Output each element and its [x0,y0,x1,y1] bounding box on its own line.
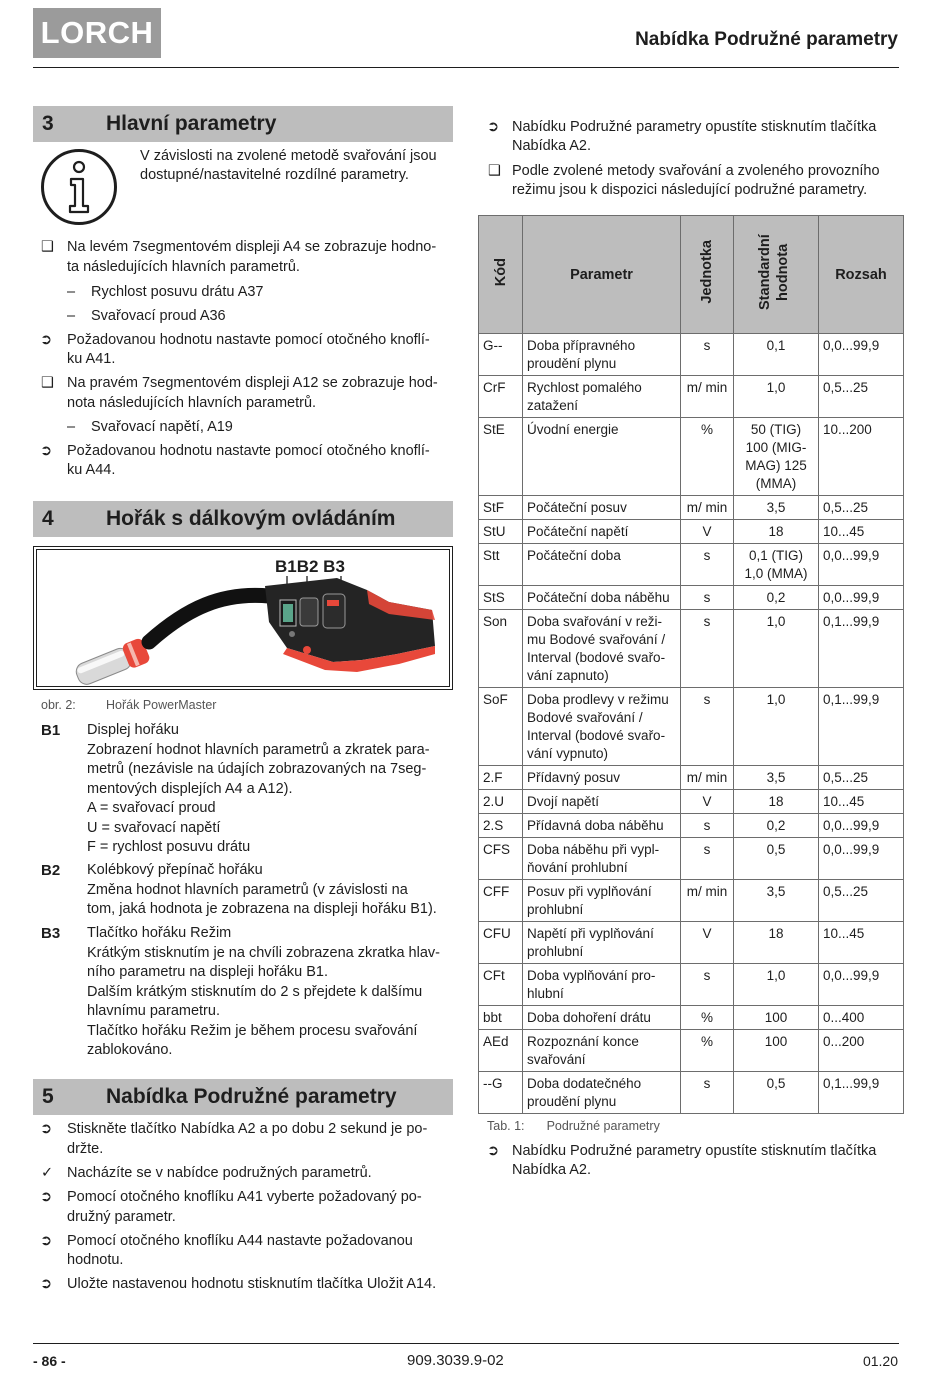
cell-range: 10...45 [819,790,904,814]
dash-bullet-icon: – [67,284,76,300]
cell-parameter: Počáteční doba náběhu [523,586,681,610]
definition-line: U = svařovací napětí [87,819,221,836]
arrow-bullet-icon: ➲ [40,1276,53,1292]
list-item: družný parametr. [67,1209,176,1225]
cell-parameter: Dvojí napětí [523,790,681,814]
cell-range: 0,0...99,9 [819,586,904,610]
cell-parameter: Přídavný posuv [523,766,681,790]
info-icon [40,148,118,226]
table-row [479,496,904,520]
definition-line: Displej hořáku [87,722,179,738]
cell-unit: s [681,544,734,586]
document-number: 909.3039.9-02 [407,1352,504,1369]
cell-default: 100 [734,1006,819,1030]
dash-bullet-icon: – [67,308,76,324]
list-item: Nabídku Podružné parametry opustíte stisknutím tlačítka [512,1143,877,1159]
section-title: Hořák s dálkovým ovládáním [106,507,396,530]
cell-default: 0,5 [734,838,819,880]
cell-unit: m/ min [681,766,734,790]
cell-default: 18 [734,790,819,814]
cell-parameter: Rychlost pomalého zatažení [523,376,681,418]
cell-unit: m/ min [681,496,734,520]
cell-code: 2.U [479,790,523,814]
cell-range: 0,5...25 [819,766,904,790]
cell-default: 1,0 [734,610,819,688]
cell-range: 10...45 [819,922,904,964]
arrow-bullet-icon: ➲ [487,1143,500,1159]
square-bullet-icon: ❑ [41,239,54,255]
cell-range: 0,5...25 [819,880,904,922]
list-item: Rychlost posuvu drátu A37 [91,284,264,300]
arrow-bullet-icon: ➲ [40,443,53,459]
list-item: Svařovací napětí, A19 [91,419,233,435]
cell-code: bbt [479,1006,523,1030]
cell-code: Son [479,610,523,688]
dash-bullet-icon: – [67,419,76,435]
list-item: Nabídka A2. [512,1162,591,1178]
list-item: ku A41. [67,351,116,367]
definition-line: F = rychlost posuvu drátu [87,839,251,855]
table-row [479,334,904,376]
column-header-parameter: Parametr [523,216,681,334]
table-caption [487,1117,660,1136]
cell-parameter: Přídavná doba náběhu [523,814,681,838]
section-number: 4 [42,507,54,530]
cell-default: 1,0 [734,964,819,1006]
section-title: Nabídka Podružné parametry [106,1085,397,1108]
cell-default: 50 (TIG) 100 (MIG-MAG) 125 (MMA) [734,418,819,496]
section-number: 3 [42,112,54,135]
table-row [479,688,904,766]
table-row [479,610,904,688]
cell-parameter: Doba náběhu při vypl-ňování prohlubní [523,838,681,880]
cell-parameter: Doba přípravného proudění plynu [523,334,681,376]
definition-line: ního parametru na displeji hořáku B1. [87,964,329,980]
lorch-logo: LORCH [33,8,161,58]
definition-desc [87,924,455,1061]
cell-parameter: Doba vyplňování pro-hlubní [523,964,681,1006]
list-item: Požadovanou hodnotu nastavte pomocí otočného knoflí- [67,332,430,348]
arrow-bullet-icon: ➲ [40,1233,53,1249]
definition-term: B1 [41,722,61,739]
footer-rule [33,1343,899,1344]
list-item: Na pravém 7segmentovém displeji A12 se zobrazuje hod- [67,375,438,391]
cell-code: G-- [479,334,523,376]
cell-code: CrF [479,376,523,418]
column-header-code: Kód [479,216,523,334]
cell-code: CFU [479,922,523,964]
cell-default: 0,1 (TIG) 1,0 (MMA) [734,544,819,586]
definition-line: mentových displejích A4 a A12). [87,780,293,797]
cell-unit: V [681,790,734,814]
cell-unit: s [681,1072,734,1114]
table-row [479,838,904,880]
cell-parameter: Rozpoznání konce svařování [523,1030,681,1072]
list-item: režimu jsou k dispozici následující podružné parametry. [512,182,868,198]
definition-line: Krátkým stisknutím je na chvíli zobrazena zkratka hlav- [87,944,440,961]
list-item: Na levém 7segmentovém displeji A4 se zobrazuje hodno- [67,239,437,255]
definition-line: Kolébkový přepínač hořáku [87,862,263,878]
list-item: Svařovací proud A36 [91,308,226,324]
cell-unit: m/ min [681,376,734,418]
list-item: držte. [67,1141,104,1157]
list-item: Uložte nastavenou hodnotu stisknutím tlačítka Uložit A14. [67,1276,437,1292]
cell-parameter: Napětí při vyplňování prohlubní [523,922,681,964]
cell-unit: s [681,334,734,376]
column-header-range: Rozsah [819,216,904,334]
table-row [479,964,904,1006]
cell-unit: s [681,586,734,610]
cell-range: 0...400 [819,1006,904,1030]
definition-term: B2 [41,862,61,879]
list-item: Pomocí otočného knoflíku A44 nastavte požadovanou [67,1233,413,1249]
cell-unit: s [681,610,734,688]
cell-code: StE [479,418,523,496]
info-note-line-1: V závislosti na zvolené metodě svařování jsou [140,148,437,164]
definition-line: Dalším krátkým stisknutím do 2 s přejdete k dalšímu [87,983,423,1000]
arrow-bullet-icon: ➲ [40,1189,53,1205]
cell-parameter: Doba dodatečného proudění plynu [523,1072,681,1114]
section-5-heading [33,1079,453,1115]
cell-code: --G [479,1072,523,1114]
figure-labels: B1B2 B3 [275,557,345,576]
cell-default: 1,0 [734,376,819,418]
cell-code: CFt [479,964,523,1006]
arrow-bullet-icon: ➲ [487,119,500,135]
definition-line: Tlačítko hořáku Režim [87,925,232,941]
header-rule [33,67,899,68]
cell-default: 18 [734,922,819,964]
cell-unit: V [681,922,734,964]
list-item: Požadovanou hodnotu nastavte pomocí otočného knoflí- [67,443,430,459]
table-row [479,1072,904,1114]
table-row [479,1030,904,1072]
cell-code: StF [479,496,523,520]
list-item: Podle zvolené metody svařování a zvoleného provozního [512,163,880,179]
cell-default: 1,0 [734,688,819,766]
table-row [479,880,904,922]
table-caption-text: Podružné parametry [546,1119,660,1133]
cell-unit: % [681,1006,734,1030]
cell-unit: % [681,1030,734,1072]
cell-range: 0...200 [819,1030,904,1072]
page-header-title: Nabídka Podružné parametry [635,29,898,50]
table-row [479,376,904,418]
cell-default: 3,5 [734,766,819,790]
list-item: Nacházíte se v nabídce podružných parametrů. [67,1165,372,1181]
square-bullet-icon: ❑ [41,375,54,391]
definition-line: zablokováno. [87,1042,173,1058]
section-number: 5 [42,1085,54,1108]
list-item: Pomocí otočného knoflíku A41 vyberte požadovaný po- [67,1189,422,1205]
cell-parameter: Doba prodlevy v režimu Bodové svařování / Interval (bodové svařo-vání vypnuto) [523,688,681,766]
figure-caption-text: Hořák PowerMaster [106,698,217,712]
secondary-parameters-table [478,215,904,1114]
cell-default: 3,5 [734,496,819,520]
arrow-bullet-icon: ➲ [40,332,53,348]
cell-code: CFS [479,838,523,880]
cell-range: 0,1...99,9 [819,1072,904,1114]
cell-range: 0,5...25 [819,376,904,418]
list-item: nota následujících hlavních parametrů. [67,395,317,411]
table-row [479,544,904,586]
arrow-bullet-icon: ➲ [40,1121,53,1137]
column-header-unit: Jednotka [681,216,734,334]
cell-range: 0,1...99,9 [819,610,904,688]
definition-desc [87,861,455,920]
cell-default: 0,5 [734,1072,819,1114]
cell-default: 0,1 [734,334,819,376]
cell-parameter: Počáteční napětí [523,520,681,544]
definition-line: hlavnímu parametru. [87,1003,220,1019]
cell-default: 0,2 [734,586,819,610]
list-item: ta následujících hlavních parametrů. [67,259,300,275]
cell-default: 3,5 [734,880,819,922]
square-bullet-icon: ❑ [488,163,501,179]
definition-line: tom, jaká hodnota je zobrazena na displeji hořáku B1). [87,901,437,917]
list-item: Nabídka A2. [512,138,591,154]
cell-code: 2.S [479,814,523,838]
cell-parameter: Počáteční posuv [523,496,681,520]
cell-code: SoF [479,688,523,766]
definition-line: A = svařovací proud [87,800,216,816]
definition-line: Zobrazení hodnot hlavních parametrů a zkratek para- [87,741,430,758]
cell-unit: s [681,688,734,766]
table-row [479,922,904,964]
cell-range: 0,0...99,9 [819,838,904,880]
figure-caption-number: obr. 2: [41,698,76,712]
table-row [479,790,904,814]
section-title: Hlavní parametry [106,112,277,135]
cell-range: 0,0...99,9 [819,964,904,1006]
document-date: 01.20 [862,1353,898,1369]
table-row [479,766,904,790]
cell-parameter: Počáteční doba [523,544,681,586]
list-item: ku A44. [67,462,116,478]
cell-parameter: Posuv při vyplňování prohlubní [523,880,681,922]
table-row [479,418,904,496]
table-header-row [479,216,904,334]
cell-unit: s [681,814,734,838]
cell-code: Stt [479,544,523,586]
cell-unit: V [681,520,734,544]
definition-line: Tlačítko hořáku Režim je během procesu svařování [87,1022,418,1039]
cell-code: CFF [479,880,523,922]
cell-parameter: Doba dohoření drátu [523,1006,681,1030]
cell-default: 0,2 [734,814,819,838]
table-row [479,814,904,838]
cell-parameter: Úvodní energie [523,418,681,496]
cell-default: 18 [734,520,819,544]
check-bullet-icon: ✓ [41,1165,54,1181]
column-header-default: Standardní hodnota [734,216,819,334]
list-item: Stiskněte tlačítko Nabídka A2 a po dobu 2 sekund je po- [67,1121,428,1137]
table-row [479,520,904,544]
definition-desc [87,721,455,858]
cell-code: AEd [479,1030,523,1072]
definition-term: B3 [41,925,61,942]
cell-unit: s [681,964,734,1006]
cell-code: StS [479,586,523,610]
cell-range: 0,0...99,9 [819,814,904,838]
cell-parameter: Doba svařování v reži-mu Bodové svařování / Interval (bodové svařo-vání zapnuto) [523,610,681,688]
list-item: hodnotu. [67,1252,124,1268]
cell-default: 100 [734,1030,819,1072]
list-item: Nabídku Podružné parametry opustíte stisknutím tlačítka [512,119,877,135]
cell-range: 10...45 [819,520,904,544]
cell-unit: % [681,418,734,496]
cell-code: StU [479,520,523,544]
definition-line: metrů (nezávisle na údajích zobrazovaných na 7seg- [87,761,427,777]
cell-code: 2.F [479,766,523,790]
table-row [479,1006,904,1030]
info-note-line-2: dostupné/nastavitelné rozdílné parametry. [140,167,409,183]
cell-unit: m/ min [681,880,734,922]
section-3-heading [33,106,453,142]
cell-range: 0,0...99,9 [819,334,904,376]
table-caption-number: Tab. 1: [487,1119,525,1133]
cell-range: 0,5...25 [819,496,904,520]
torch-figure [36,549,450,687]
cell-range: 10...200 [819,418,904,496]
cell-unit: s [681,838,734,880]
definition-line: Změna hodnot hlavních parametrů (v závislosti na [87,881,408,898]
cell-range: 0,0...99,9 [819,544,904,586]
table-row [479,586,904,610]
section-4-heading [33,501,453,537]
page-number: - 86 - [33,1353,66,1369]
cell-range: 0,1...99,9 [819,688,904,766]
